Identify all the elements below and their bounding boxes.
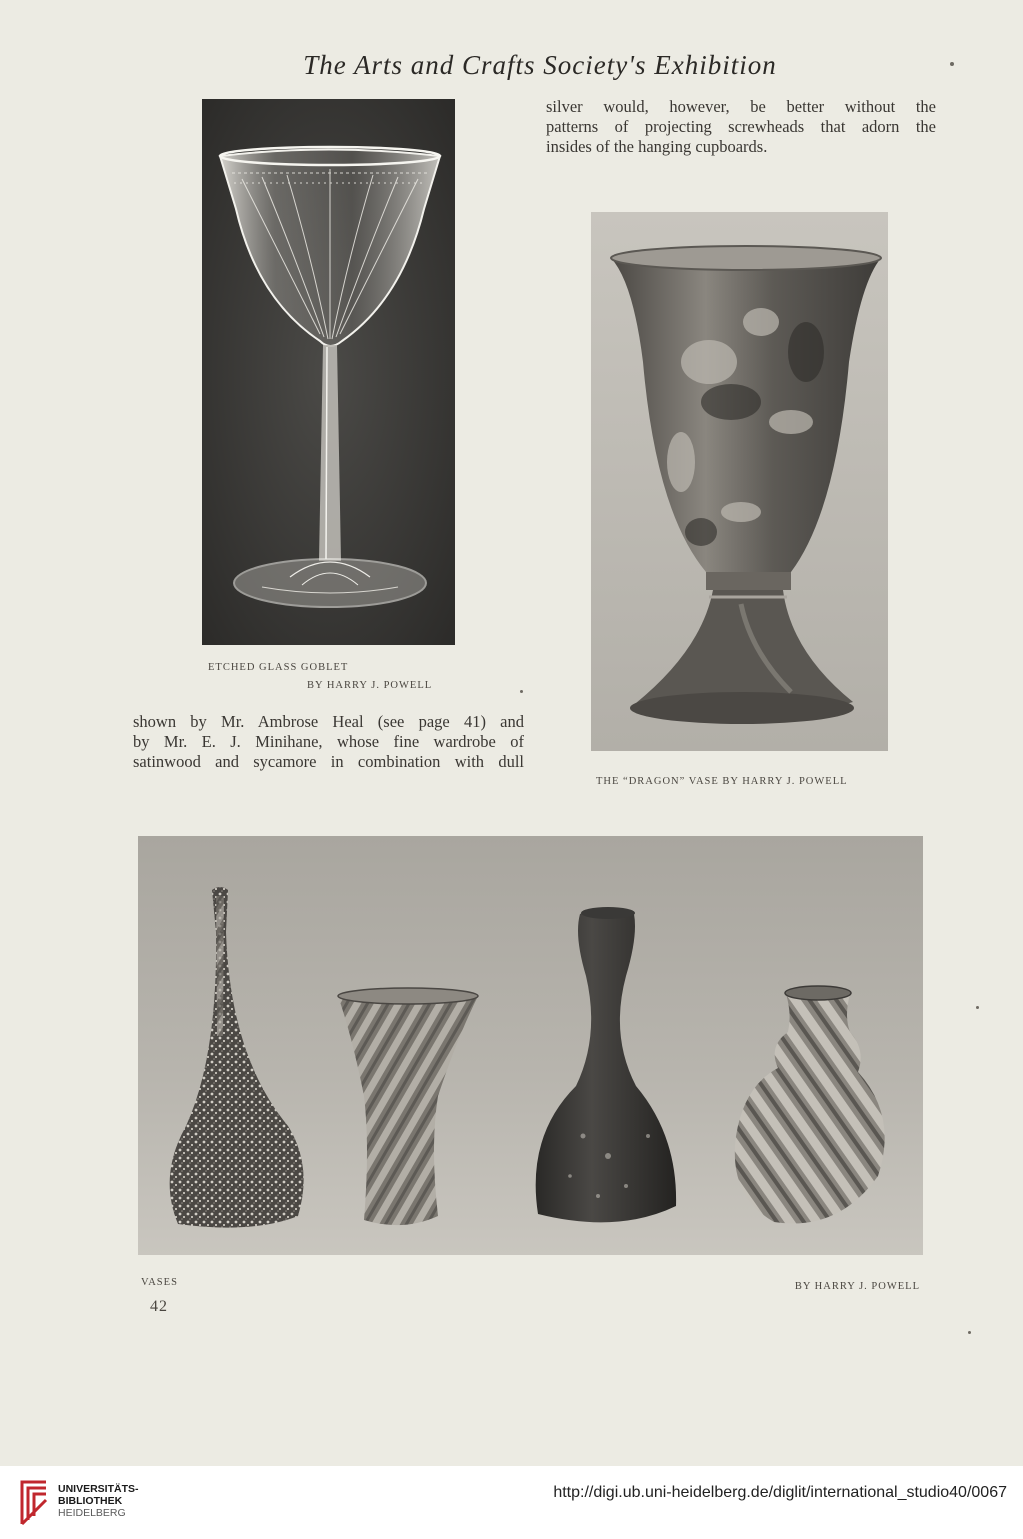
text-line-last: insides of the hanging cupboards. <box>546 137 768 156</box>
text-line: by Mr. E. J. Minihane, whose fine wardrobe of <box>133 732 524 751</box>
paper-speck <box>968 1331 971 1334</box>
library-name-line: BIBLIOTHEK <box>58 1495 123 1507</box>
library-name-line: UNIVERSITÄTS- <box>58 1483 139 1495</box>
digitization-footer <box>0 1466 1023 1539</box>
source-url[interactable]: http://digi.ub.uni-heidelberg.de/diglit/international_studio40/0067 <box>553 1484 1007 1501</box>
goblet-photograph <box>202 99 455 645</box>
paper-speck <box>950 62 954 66</box>
library-name-line: HEIDELBERG <box>58 1507 126 1519</box>
dragon-vase-caption: THE “DRAGON” VASE BY HARRY J. POWELL <box>596 776 848 787</box>
vases-caption-left: VASES <box>141 1277 178 1288</box>
text-line: satinwood and sycamore in combination with dull <box>133 752 524 771</box>
goblet-caption-line2: BY HARRY J. POWELL <box>307 680 433 691</box>
paper-speck <box>976 1006 979 1009</box>
text-line: silver would, however, be better without the <box>546 97 936 116</box>
text-line: shown by Mr. Ambrose Heal (see page 41) and <box>133 712 524 731</box>
vases-caption-right: BY HARRY J. POWELL <box>794 1281 920 1292</box>
text-column-left <box>133 712 524 772</box>
library-name <box>58 1483 139 1519</box>
library-logo-icon <box>16 1476 52 1528</box>
paper-speck <box>520 690 523 693</box>
dragon-vase-photograph <box>591 212 888 751</box>
page-number: 42 <box>150 1298 168 1315</box>
text-column-right <box>546 97 936 157</box>
text-line: patterns of projecting screwheads that adorn the <box>546 117 936 136</box>
vases-photograph <box>138 836 923 1255</box>
running-head: The Arts and Crafts Society's Exhibition <box>303 50 777 80</box>
goblet-caption-line1: ETCHED GLASS GOBLET <box>208 662 349 673</box>
